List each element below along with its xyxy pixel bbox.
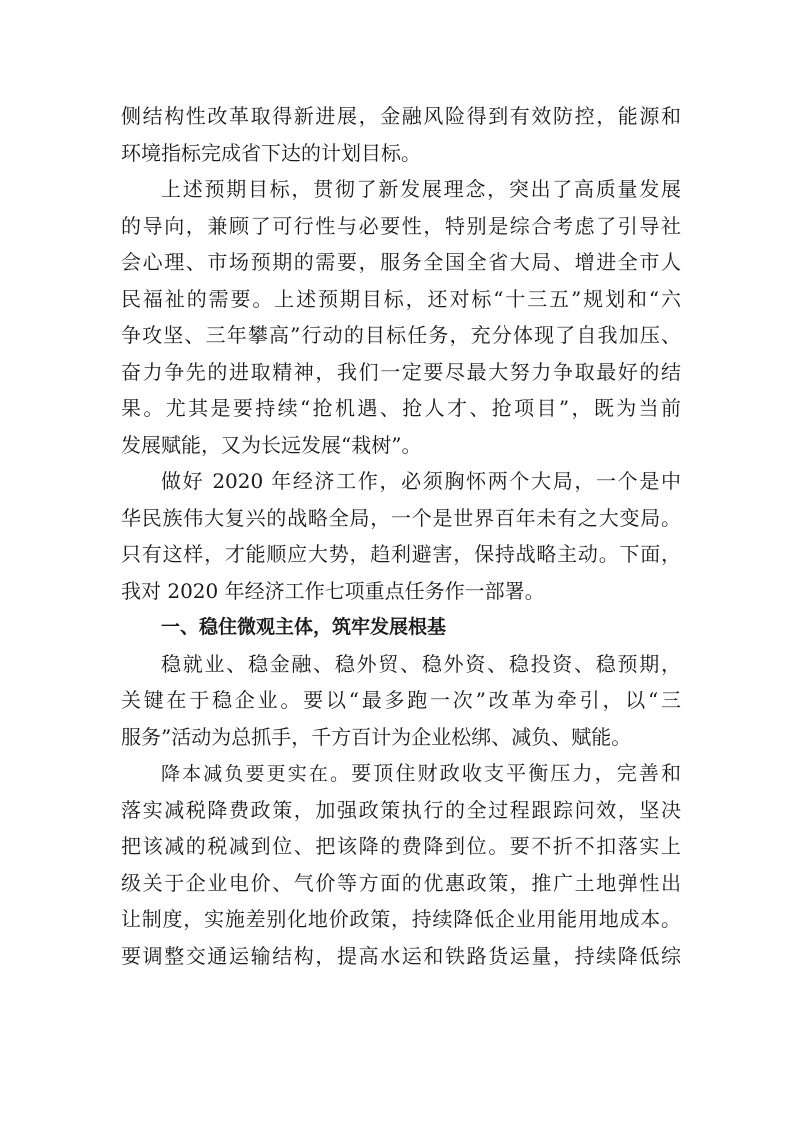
- document-body: [121, 98, 681, 974]
- text-line: [121, 755, 681, 792]
- text-line: 让制度，实施差别化地价政策，持续降低企业用能用地成本。: [121, 907, 681, 931]
- text-line: 上述预期目标，贯彻了新发展理念，突出了高质量发展: [161, 177, 681, 201]
- text-line: 做好 2020 年经济工作，必须胸怀两个大局，一个是中: [161, 469, 681, 493]
- text-line: 落实减税降费政策，加强政策执行的全过程跟踪问效，坚决: [121, 797, 681, 822]
- text-line: 果。尤其是要持续“抢机遇、抢人才、抢项目”，既为当前: [121, 396, 681, 420]
- text-line: 我对 2020 年经济工作七项重点任务作一部署。: [121, 578, 545, 603]
- text-line: 争攻坚、三年攀高”行动的目标任务，充分体现了自我加压、: [121, 323, 681, 347]
- text-line: 环境指标完成省下达的计划目标。: [121, 140, 421, 165]
- text-span: 要顶住财政收支平衡压力，完善和: [351, 761, 681, 785]
- text-line: 服务”活动为总抓手，千方百计为企业松绑、减负、赋能。: [121, 724, 632, 749]
- text-line: 关键在于稳企业。要以“最多跑一次”改革为牵引，以“三: [121, 688, 681, 712]
- text-line: 的导向，兼顾了可行性与必要性，特别是综合考虑了引导社: [121, 213, 681, 238]
- text-line: 奋力争先的进取精神，我们一定要尽最大努力争取最好的结: [121, 359, 681, 384]
- text-line: 把该减的税减到位、把该降的费降到位。要不折不扣落实上: [121, 834, 681, 858]
- text-line: 民福祉的需要。上述预期目标，还对标“十三五”规划和“六: [121, 286, 681, 311]
- section-heading: 一、稳住微观主体，筑牢发展根基: [161, 616, 447, 638]
- paragraph-lead: 降本减负要更实在。: [161, 763, 352, 785]
- text-line: 级关于企业电价、气价等方面的优惠政策，推广土地弹性出: [121, 870, 681, 895]
- text-line: 会心理、市场预期的需要，服务全国全省大局、增进全市人: [121, 250, 681, 274]
- text-line: 要调整交通运输结构，提高水运和铁路货运量，持续降低综: [121, 943, 681, 968]
- text-line: 发展赋能，又为长远发展“栽树”。: [121, 432, 422, 457]
- text-line: 只有这样，才能顺应大势，趋利避害，保持战略主动。下面，: [121, 542, 681, 566]
- text-line: 侧结构性改革取得新进展，金融风险得到有效防控，能源和: [121, 104, 681, 128]
- text-line: 华民族伟大复兴的战略全局，一个是世界百年未有之大变局。: [121, 505, 681, 530]
- text-line: 稳就业、稳金融、稳外贸、稳外资、稳投资、稳预期，: [161, 651, 681, 676]
